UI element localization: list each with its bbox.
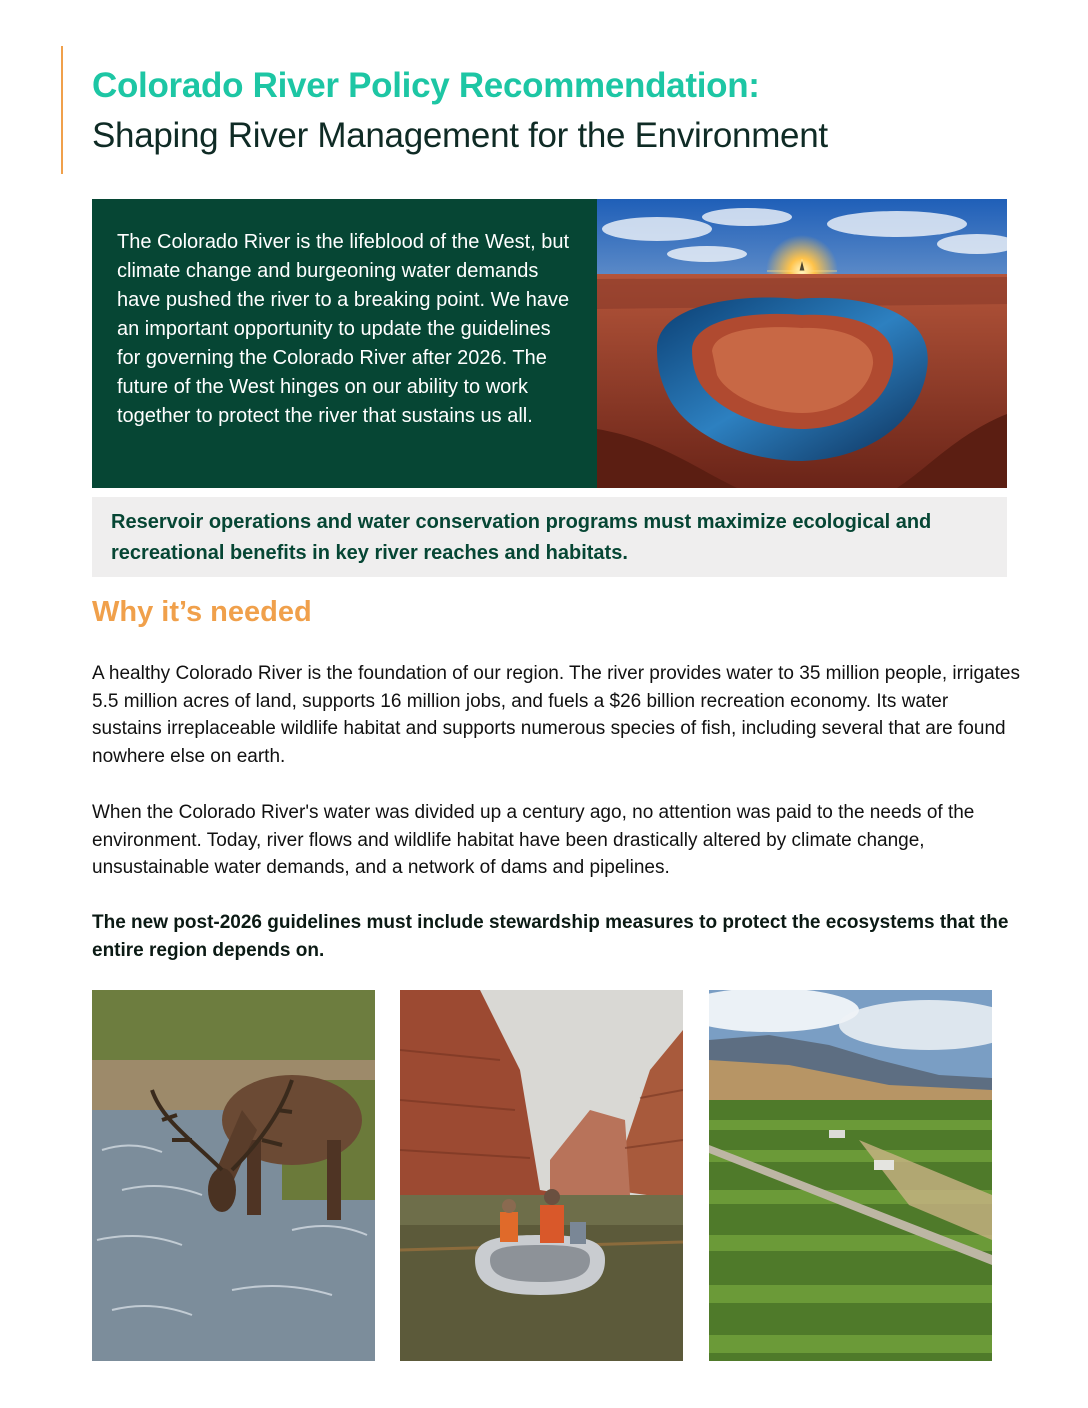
callout-box xyxy=(92,497,1007,577)
intro-box xyxy=(92,199,597,488)
callout-text: Reservoir operations and water conservation programs must maximize ecological and recreational benefits in key river reaches and habitats. xyxy=(111,511,932,564)
page-title: Colorado River Policy Recommendation: xyxy=(92,66,760,105)
elk-in-river-photo xyxy=(92,990,375,1361)
section-heading: Why it’s needed xyxy=(92,596,312,628)
body-paragraph-2: When the Colorado River's water was divided up a century ago, no attention was paid to the needs of the environment. Today, river flows and wildlife habitat have been drastically altered by climate change, unsustainable water demands, and a network of dams and pipelines. xyxy=(92,802,975,878)
intro-text: The Colorado River is the lifeblood of the West, but climate change and burgeoning water demands have pushed the river to a breaking point. We have an important opportunity to update the guidelines for governing the Colorado River after 2026. The future of the West hinges on our ability to work together to protect the river that sustains us all. xyxy=(117,231,570,427)
body-paragraph-1: A healthy Colorado River is the foundation of our region. The river provides water to 35 million people, irrigates 5.5 million acres of land, supports 16 million jobs, and fuels a $26 billion recreation economy. Its water sustains irreplaceable wildlife habitat and supports numerous species of fish, including several that are found nowhere else on earth. xyxy=(92,663,1020,767)
river-rafting-photo xyxy=(400,990,683,1361)
header-accent-bar xyxy=(61,46,63,174)
horseshoe-bend-photo xyxy=(597,199,1007,488)
orchard-valley-photo xyxy=(709,990,992,1361)
conclusion-paragraph: The new post-2026 guidelines must include stewardship measures to protect the ecosystems that the entire region depends on. xyxy=(92,912,1009,961)
page-subtitle: Shaping River Management for the Environment xyxy=(92,116,828,155)
